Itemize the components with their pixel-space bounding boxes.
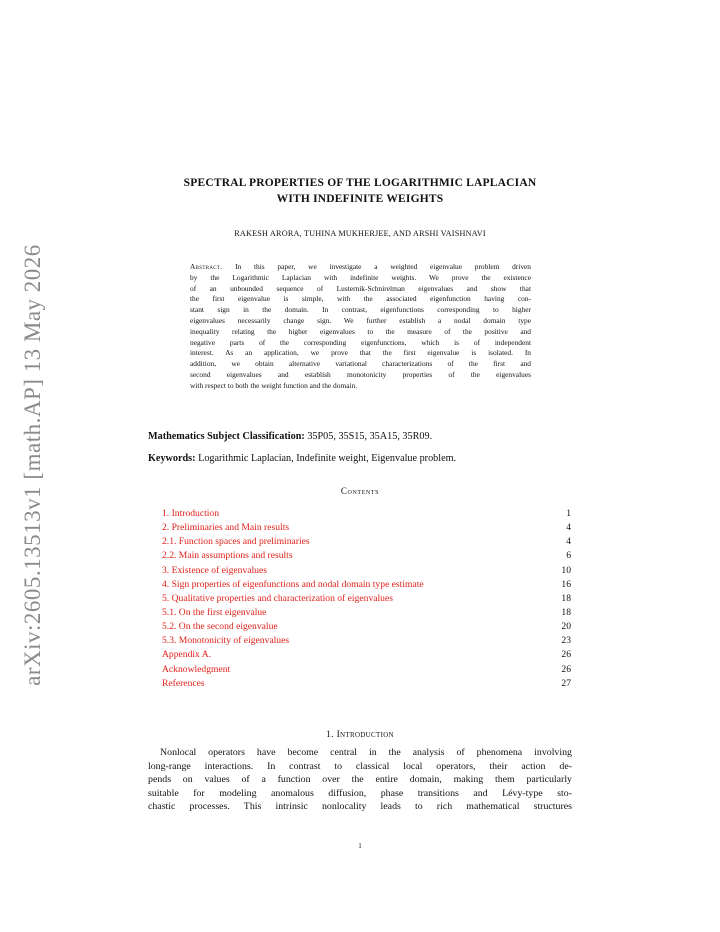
- toc-link[interactable]: 2.2. Main assumptions and results: [162, 550, 293, 562]
- msc-label: Mathematics Subject Classification:: [148, 431, 305, 442]
- toc-link[interactable]: References: [162, 677, 205, 689]
- toc-entry[interactable]: [162, 549, 571, 563]
- toc-link[interactable]: 3. Existence of eigenvalues: [162, 564, 267, 576]
- toc-entry[interactable]: [162, 535, 571, 549]
- toc-page: 26: [561, 649, 571, 661]
- toc-link[interactable]: 4. Sign properties of eigenfunctions and nodal domain type estimate: [162, 578, 424, 590]
- abstract-line: negative parts of the corresponding eigenfunctions, which is of independent: [190, 337, 531, 347]
- toc-link[interactable]: 2.1. Function spaces and preliminaries: [162, 536, 310, 548]
- abstract-line: second eigenvalues and establish monotonicity properties of the eigenvalues: [190, 369, 531, 379]
- toc-entry[interactable]: [162, 592, 571, 606]
- page-number: 1: [358, 842, 362, 850]
- toc-entry[interactable]: [162, 634, 571, 648]
- paragraph-line: long-range interactions. In contrast to classical local operators, their action de-: [148, 760, 572, 772]
- toc-page: 23: [561, 635, 571, 647]
- toc-link[interactable]: 5.1. On the first eigenvalue: [162, 606, 267, 618]
- toc-page: 27: [561, 677, 571, 689]
- abstract-line: stant sign in the domain. In contrast, eigenfunctions corresponding to higher: [190, 305, 531, 315]
- abstract: [190, 262, 531, 392]
- abstract-line: the first eigenvalue is simple, with the associated eigenfunction having con-: [190, 294, 531, 304]
- arxiv-identifier-text: arXiv:2605.13513v1 [math.AP] 13 May 2026: [20, 244, 46, 686]
- abstract-heading: Abstract.: [190, 262, 223, 271]
- abstract-line: with respect to both the weight function and the domain.: [190, 380, 358, 390]
- paragraph-line: Nonlocal operators have become central in the analysis of phenomena involving: [160, 747, 572, 758]
- toc-page: 20: [561, 621, 571, 633]
- abstract-line: eigenvalues necessarily change sign. We further establish a nodal domain type: [190, 315, 531, 325]
- msc-value: 35P05, 35S15, 35A15, 35R09.: [307, 431, 433, 442]
- arxiv-identifier-stamp: [8, 245, 58, 685]
- paper-title: [140, 175, 580, 207]
- keywords-value: Logarithmic Laplacian, Indefinite weight, Eigenvalue problem.: [198, 453, 457, 464]
- section-heading: [148, 729, 572, 740]
- author-list: RAKESH ARORA, TUHINA MUKHERJEE, AND ARSHI VAISHNAVI: [234, 229, 486, 238]
- toc-entry[interactable]: [162, 677, 571, 691]
- title-line: SPECTRAL PROPERTIES OF THE LOGARITHMIC LAPLACIAN: [183, 177, 537, 189]
- toc-entry[interactable]: [162, 507, 571, 521]
- toc-entry[interactable]: [162, 578, 571, 592]
- abstract-line: by the Logarithmic Laplacian with indefinite weights. We prove the existence: [190, 272, 531, 282]
- toc-page: 26: [561, 663, 571, 675]
- toc-link[interactable]: 5.3. Monotonicity of eigenvalues: [162, 635, 290, 647]
- toc-page: 4: [566, 522, 571, 534]
- toc-link[interactable]: Acknowledgment: [162, 663, 231, 675]
- toc-page: 1: [566, 508, 571, 519]
- toc-page: 4: [566, 536, 571, 548]
- toc-page: 10: [561, 564, 571, 576]
- toc-entry[interactable]: [162, 663, 571, 677]
- title-line: WITH INDEFINITE WEIGHTS: [276, 193, 444, 205]
- paragraph-line: pends on values of a function over the entire domain, making them particularly: [148, 774, 572, 786]
- toc-page: 18: [561, 592, 571, 604]
- section-number: 1.: [326, 729, 334, 740]
- abstract-line: [190, 262, 531, 273]
- introduction-paragraph: [148, 746, 572, 814]
- toc-page: 18: [561, 606, 571, 618]
- toc-link[interactable]: 1. Introduction: [162, 508, 220, 519]
- toc-link[interactable]: Appendix A.: [162, 649, 212, 661]
- toc-entry[interactable]: [162, 564, 571, 578]
- toc-entry[interactable]: [162, 648, 571, 662]
- abstract-line: of an unbounded sequence of Lusternik-Schnirelman eigenvalues and show that: [190, 283, 531, 293]
- subject-classification: [148, 431, 432, 442]
- toc-entry[interactable]: [162, 620, 571, 634]
- keywords-label: Keywords:: [148, 453, 196, 464]
- table-of-contents: [162, 507, 571, 691]
- toc-link[interactable]: 5. Qualitative properties and characterization of eigenvalues: [162, 592, 393, 604]
- paragraph-line: chastic processes. This intrinsic nonlocality leads to rich mathematical structures: [148, 801, 572, 813]
- section-title: Introduction: [336, 729, 394, 740]
- toc-link[interactable]: 2. Preliminaries and Main results: [162, 522, 290, 534]
- keywords: [148, 453, 456, 464]
- toc-page: 6: [566, 550, 571, 562]
- toc-entry[interactable]: [162, 606, 571, 620]
- paragraph-line: suitable for modeling anomalous diffusion, phase transitions and Lévy-type sto-: [148, 787, 572, 799]
- toc-link[interactable]: 5.2. On the second eigenvalue: [162, 621, 278, 633]
- abstract-line: addition, we obtain alternative variational characterizations of the first and: [190, 359, 531, 369]
- contents-heading: Contents: [340, 486, 380, 496]
- toc-page: 16: [561, 578, 571, 590]
- abstract-line: inequality relating the higher eigenvalues to the measure of the positive and: [190, 326, 531, 336]
- toc-entry[interactable]: [162, 521, 571, 535]
- abstract-text: In this paper, we investigate a weighted eigenvalue problem driven: [235, 262, 531, 271]
- abstract-line: interest. As an application, we prove that the first eigenvalue is isolated. In: [190, 348, 531, 358]
